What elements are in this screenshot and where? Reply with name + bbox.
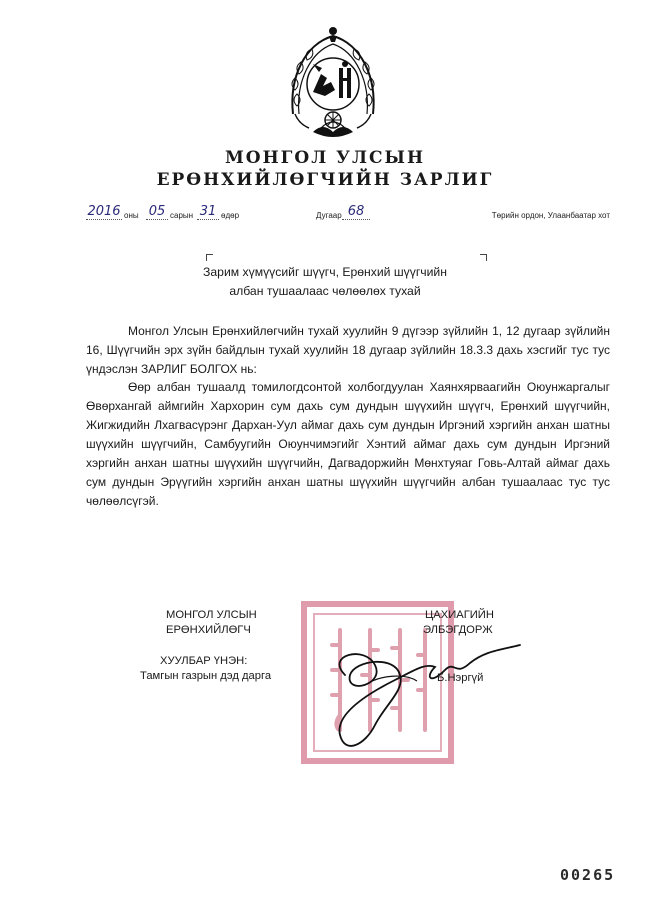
document-serial-number: 00265 <box>560 866 616 884</box>
decree-title-line1: МОНГОЛ УЛСЫН <box>224 148 426 168</box>
body-paragraph-legal-basis: Монгол Улсын Ерөнхийлөгчийн тухай хуулийн 9 дүгээр зүйлийн 1, 12 дугаар зүйлийн 16, Шүүгчийн эрх зүйн байдлын тухай хуулийн 18 дугаар зүйлийн 18.3.3 дахь хэсгийг тус тус үндэслэн ЗАРЛИГ БОЛГОХ нь: <box>86 324 610 376</box>
subject-bracket-left <box>206 254 213 261</box>
date-year: 2016 <box>87 204 121 219</box>
date-day-label: өдөр <box>221 211 240 220</box>
signatory-position-line1: МОНГОЛ УЛСЫН <box>166 609 257 621</box>
decree-number-label: Дугаар <box>316 211 342 220</box>
signatory-position-line2: ЕРӨНХИЙЛӨГЧ <box>166 624 251 636</box>
date-month-label: сарын <box>170 211 194 220</box>
date-number-row <box>86 204 626 224</box>
verifier-name: Б.Нэргүй <box>437 672 484 684</box>
verifier-office: Тамгын газрын дэд дарга <box>140 670 272 682</box>
subject-line1: Зарим хүмүүсийг шүүгч, Ерөнхий шүүгчийн <box>203 265 447 279</box>
decree-title-line2: ЕРӨНХИЙЛӨГЧИЙН ЗАРЛИГ <box>156 170 494 190</box>
signatory-name-line2: ЭЛБЭГДОРЖ <box>423 624 493 636</box>
signatory-name-line1: ЦАХИАГИЙН <box>425 609 494 621</box>
body-paragraph-decision: Өөр албан тушаалд томилогдсонтой холбогдуулан Хаянхярваагийн Оюунжаргалыг Өвөрхангай аймгийн Хархорин сум дахь сум дундын шүүхийн шүүгч, Ерөнхий шүүгчийн, Жигжидийн Лхагвасүрэнг Дархан-Уул аймаг дахь сум дундын Иргэний хэргийн анхан шатны шүүхийн шүүгчийн, Самбуугийн Оюунчимэгийг Хэнтий аймаг дахь сум дундын Иргэний хэргийн анхан шатны шүүхийн шүүгчийн, Дагвадоржийн Мөнхтуяаг Говь-Алтай аймаг дахь сум дундын Эрүүгийн хэргийн анхан шатны шүүхийн шүүгчийн албан тушаалаас тус тус чөлөөлсүгэй. <box>86 380 610 508</box>
certified-copy-label: ХУУЛБАР ҮНЭН: <box>160 655 248 667</box>
state-emblem-icon <box>283 22 383 152</box>
issue-place: Төрийн ордон, Улаанбаатар хот <box>491 211 610 220</box>
subject-line2: албан тушаалаас чөлөөлөх тухай <box>229 284 421 298</box>
date-year-label: оны <box>124 211 139 220</box>
subject-bracket-right <box>480 254 487 261</box>
decree-number: 68 <box>342 204 370 220</box>
date-day: 31 <box>197 204 219 220</box>
date-month: 05 <box>146 204 168 220</box>
